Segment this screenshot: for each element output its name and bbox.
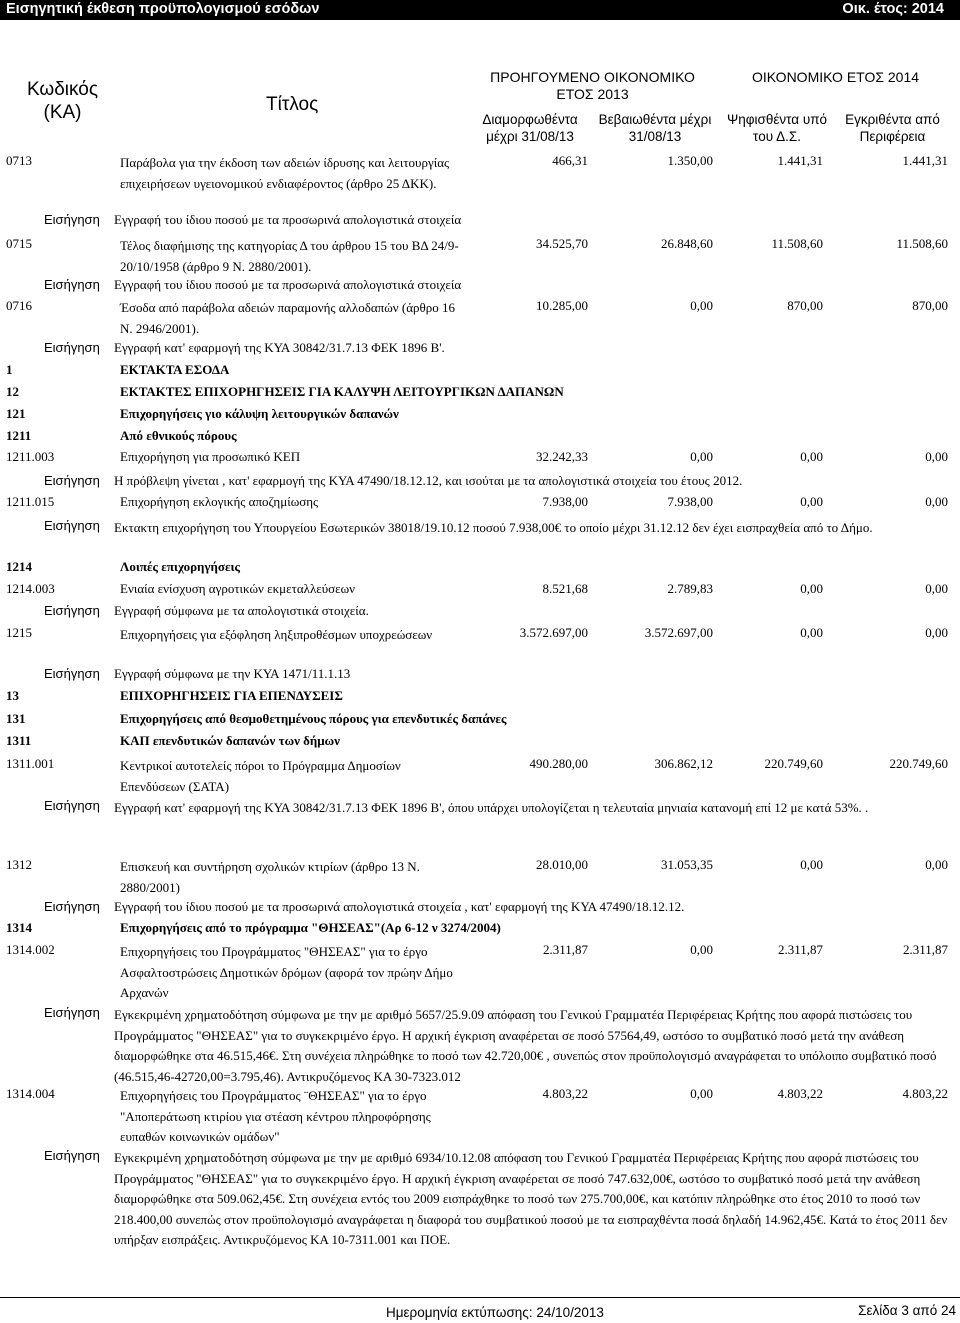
value-approved: 11.508,60 — [896, 236, 948, 251]
insert-label: Εισήγηση — [44, 340, 100, 355]
insert-label: Εισήγηση — [44, 1148, 100, 1163]
row-code: 0715 — [6, 236, 32, 251]
value-voted: 4.803,22 — [777, 1086, 823, 1101]
value-voted: 0,00 — [800, 494, 823, 509]
header-col-voted: Ψηφισθέντα υπό του Δ.Σ. — [726, 112, 828, 144]
header-col-confirmed: Βεβαιωθέντα μέχρι 31/08/13 — [598, 112, 712, 144]
row-title: Επιχορήγηση για προσωπικό ΚΕΠ — [120, 449, 301, 464]
insert-note: Εγγραφή του ίδιου ποσού με τα προσωρινά απολογιστικά στοιχεία — [114, 277, 462, 292]
value-confirmed: 2.789,83 — [667, 581, 713, 596]
row-title: Κεντρικοί αυτοτελείς πόροι το Πρόγραμμα Δημοσίων Επενδύσεων (ΣΑΤΑ) — [120, 758, 401, 794]
header-col-formed: Διαμορφωθέντα μέχρι 31/08/13 — [482, 112, 578, 144]
value-confirmed: 0,00 — [690, 449, 713, 464]
value-formed: 3.572.697,00 — [519, 625, 588, 640]
value-voted: 220.749,60 — [764, 756, 823, 771]
section-title: ΕΚΤΑΚΤΑ ΕΣΟΔΑ — [120, 362, 230, 377]
value-approved: 0,00 — [925, 494, 948, 509]
row-title: Ενιαία ενίσχυση αγροτικών εκμεταλλεύσεων — [120, 581, 356, 596]
row-code: 1215 — [6, 625, 32, 640]
value-confirmed: 0,00 — [690, 1086, 713, 1101]
row-code: 1314.004 — [6, 1086, 55, 1101]
section-title: ΕΠΙΧΟΡΗΓΗΣΕΙΣ ΓΙΑ ΕΠΕΝΔΥΣΕΙΣ — [120, 688, 343, 703]
row-title: Τέλος διαφήμισης της κατηγορίας Δ του άρθρου 15 του ΒΔ 24/9-20/10/1958 (άρθρο 9 Ν. 2880/2001). — [120, 238, 459, 274]
row-code: 12 — [6, 384, 19, 399]
section-title: ΚΑΠ επενδυτικών δαπανών των δήμων — [120, 733, 340, 748]
section-title: Από εθνικούς πόρους — [120, 428, 237, 443]
insert-label: Εισήγηση — [44, 473, 100, 488]
value-approved: 2.311,87 — [902, 942, 948, 957]
value-approved: 0,00 — [925, 581, 948, 596]
value-formed: 4.803,22 — [542, 1086, 588, 1101]
value-confirmed: 0,00 — [690, 298, 713, 313]
value-confirmed: 3.572.697,00 — [644, 625, 713, 640]
value-approved: 0,00 — [925, 857, 948, 872]
row-title: Παράβολα για την έκδοση των αδειών ίδρυσης και λειτουργίας επιχειρήσεων υγειονομικού ενδιαφέροντος (άρθρο 25 ΔΚΚ). — [120, 155, 450, 191]
row-title: Επιχορηγήσεις για εξόφληση ληξιπροθέσμων υποχρεώσεων — [120, 627, 433, 642]
value-formed: 466,31 — [552, 153, 588, 168]
page-footer — [0, 1297, 960, 1320]
insert-note: Εγγραφή κατ' εφαρμογή της ΚΥΑ 30842/31.7.13 ΦΕΚ 1896 Β', όπου υπάρχει υπολογίζεται η τελευταία μηνιαία κατανομή επί 12 με κατά 53%. . — [114, 800, 869, 815]
insert-note: Εγγραφή του ίδιου ποσού με τα προσωρινά απολογιστικά στοιχεία , κατ' εφαρμογή της ΚΥΑ 47490/18.12.12. — [114, 899, 685, 914]
row-code: 1214.003 — [6, 581, 55, 596]
insert-note: Εκτακτη επιχορήγηση του Υπουργείου Εσωτερικών 38018/19.10.12 ποσού 7.938,00€ το οποίο μέχρι 31.12.12 δεν έχει εισπραχθεία από το Δήμο. — [114, 520, 873, 535]
report-title: Εισηγητική έκθεση προϋπολογισμού εσόδων — [6, 1, 320, 17]
row-code: 1214 — [6, 559, 32, 574]
insert-label: Εισήγηση — [44, 798, 100, 813]
row-title: Επισκευή και συντήρηση σχολικών κτιρίων (άρθρο 13 Ν. 2880/2001) — [120, 859, 420, 895]
section-title: ΕΚΤΑΚΤΕΣ ΕΠΙΧΟΡΗΓΗΣΕΙΣ ΓΙΑ ΚΑΛΥΨΗ ΛΕΙΤΟΥΡΓΙΚΩΝ ΔΑΠΑΝΩΝ — [120, 384, 564, 399]
insert-label: Εισήγηση — [44, 212, 100, 227]
row-code: 131 — [6, 711, 26, 726]
insert-note: Η πρόβλεψη γίνεται , κατ' εφαρμογή της ΚΥΑ 47490/18.12.12, και ισούται με τα απολογιστικά στοιχεία του έτους 2012. — [114, 473, 743, 488]
row-code: 0716 — [6, 298, 32, 313]
report-header-bar — [0, 0, 960, 20]
value-confirmed: 0,00 — [690, 942, 713, 957]
row-title: Έσοδα από παράβολα αδειών παραμονής αλλοδαπών (άρθρο 16 Ν. 2946/2001). — [120, 300, 455, 336]
value-formed: 490.280,00 — [529, 756, 588, 771]
value-voted: 0,00 — [800, 625, 823, 640]
insert-label: Εισήγηση — [44, 666, 100, 681]
insert-note: Εγγραφή κατ' εφαρμογή της ΚΥΑ 30842/31.7.13 ΦΕΚ 1896 Β'. — [114, 340, 445, 355]
value-confirmed: 31.053,35 — [661, 857, 713, 872]
row-title: Επιχορηγήσεις του Προγράμματος ¨ΘΗΣΕΑΣ" για το έργο "Αποπεράτωση κτιρίου για στέαση κέντρου πληροφόρησης ευπαθών κοινωνικών ομάδων" — [120, 1088, 431, 1144]
value-approved: 4.803,22 — [902, 1086, 948, 1101]
row-code: 1211.003 — [6, 449, 55, 464]
row-code: 1314.002 — [6, 942, 55, 957]
insert-note: Εγγραφή σύμφωνα με την ΚΥΑ 1471/11.1.13 — [114, 666, 351, 681]
row-code: 1211.015 — [6, 494, 55, 509]
value-formed: 32.242,33 — [536, 449, 588, 464]
value-confirmed: 1.350,00 — [667, 153, 713, 168]
section-title: Λοιπές επιχορηγήσεις — [120, 559, 241, 574]
value-confirmed: 26.848,60 — [661, 236, 713, 251]
value-formed: 7.938,00 — [542, 494, 588, 509]
insert-note: Εγκεκριμένη χρηματοδότηση σύμφωνα με την με αριθμό 5657/25.9.09 απόφαση του Γενικού Γραμματέα Περιφέρειας Κρήτης που αφορά πιστώσεις του Προγράμματος "ΘΗΣΕΑΣ" για το συγκεκριμένο έργο. Η αρχική έγκριση αναφέρεται σε ποσό 57564,49, ωστόσο το συμβατικό ποσό μετά την ανάθεση διαμορφώθηκε στα 46.515,46€. Στη συνέχεια πληρώθηκε το ποσό των 42.720,00€ , συνεπώς στον προϋπολογισμό αναγράφεται το υπόλοιπο συμβατικό ποσό (46.515,46-42720,00=3.795,46). Αντικρυζόμενος ΚΑ 30-7323.012 — [114, 1007, 937, 1084]
row-code: 1312 — [6, 857, 32, 872]
row-code: 121 — [6, 406, 26, 421]
row-code: 13 — [6, 688, 19, 703]
value-formed: 34.525,70 — [536, 236, 588, 251]
insert-label: Εισήγηση — [44, 899, 100, 914]
section-title: Επιχορηγήσεις από το πρόγραμμα "ΘΗΣΕΑΣ"(Αρ 6-12 ν 3274/2004) — [120, 920, 501, 935]
value-formed: 2.311,87 — [542, 942, 588, 957]
header-cur-year: ΟΙΚΟΝΟΜΙΚΟ ΕΤΟΣ 2014 — [752, 69, 920, 85]
value-voted: 870,00 — [787, 298, 823, 313]
page-number: Σελίδα 3 από 24 — [858, 1303, 956, 1318]
header-code: Κωδικός (ΚΑ) — [26, 79, 99, 123]
section-title: Επιχορηγήσεις από θεσμοθετημένους πόρους για επενδυτικές δαπάνες — [120, 711, 507, 726]
row-code: 1211 — [6, 428, 32, 443]
value-formed: 28.010,00 — [536, 857, 588, 872]
print-date: Ημερομηνία εκτύπωσης: 24/10/2013 — [386, 1305, 604, 1320]
value-confirmed: 306.862,12 — [654, 756, 713, 771]
value-formed: 10.285,00 — [536, 298, 588, 313]
value-approved: 1.441,31 — [902, 153, 948, 168]
insert-label: Εισήγηση — [44, 603, 100, 618]
insert-label: Εισήγηση — [44, 518, 100, 533]
value-voted: 0,00 — [800, 449, 823, 464]
value-voted: 0,00 — [800, 857, 823, 872]
insert-label: Εισήγηση — [44, 1005, 100, 1020]
header-prev-year: ΠΡΟΗΓΟΥΜΕΝΟ ΟΙΚΟΝΟΜΙΚΟ ΕΤΟΣ 2013 — [490, 69, 695, 102]
row-code: 1311 — [6, 733, 32, 748]
value-voted: 1.441,31 — [777, 153, 823, 168]
value-approved: 0,00 — [925, 625, 948, 640]
insert-note: Εγκεκριμένη χρηματοδότηση σύμφωνα με την με αριθμό 6934/10.12.08 απόφαση του Γενικού Γραμματέα Περιφέρειας Κρήτης που αφορά πιστώσεις του Προγράμματος "ΘΗΣΕΑΣ" για το συγκεκριμένο έργο. Η αρχική έγκριση αναφέρεται σε ποσό 747.632,00€, ωστόσο το συμβατικό ποσό μετά την ανάθεση διαμορφώθηκε στα 509.062,45€. Στη συνέχεια εντός του 2009 εισπράχθηκε το ποσό των 275.700,00€, και κατόπιν πληρώθηκε στο έτος 2010 το ποσό των 218.400,00 συνεπώς στον προϋπολογισμό αναγράφεται η διαφορά του συμβατικού ποσού με τα εισπραχθέντα ποσά δηλαδή 14.962,45€. Κατά το έτος 2011 δεν υπήρξαν εισπράξεις. Αντικρυζόμενος ΚΑ 10-7311.001 και ΠΟΕ. — [114, 1150, 948, 1247]
row-title: Επιχορήγηση εκλογικής αποζημίωσης — [120, 494, 319, 509]
row-code: 1 — [6, 362, 13, 377]
insert-note: Εγγραφή του ίδιου ποσού με τα προσωρινά απολογιστικά στοιχεία — [114, 212, 462, 227]
value-voted: 11.508,60 — [771, 236, 823, 251]
value-approved: 220.749,60 — [889, 756, 948, 771]
fiscal-year: Οικ. έτος: 2014 — [842, 1, 944, 17]
section-title: Επιχορηγήσεις γιο κάλυψη λειτουργικών δαπανών — [120, 406, 399, 421]
value-formed: 8.521,68 — [542, 581, 588, 596]
insert-label: Εισήγηση — [44, 277, 100, 292]
value-voted: 0,00 — [800, 581, 823, 596]
header-title: Τίτλος — [266, 94, 319, 115]
value-voted: 2.311,87 — [777, 942, 823, 957]
row-code: 1311.001 — [6, 756, 55, 771]
value-approved: 0,00 — [925, 449, 948, 464]
header-col-approved: Εγκριθέντα από Περιφέρεια — [845, 112, 940, 144]
row-code: 1314 — [6, 920, 32, 935]
row-title: Επιχορηγήσεις του Προγράμματος "ΘΗΣΕΑΣ" για το έργο Ασφαλτοστρώσεις Δημοτικών δρόμων (αφορά τον πρώην Δήμο Αρχανών — [120, 944, 453, 1000]
insert-note: Εγγραφή σύμφωνα με τα απολογιστικά στοιχεία. — [114, 603, 369, 618]
value-confirmed: 7.938,00 — [667, 494, 713, 509]
row-code: 0713 — [6, 153, 32, 168]
value-approved: 870,00 — [912, 298, 948, 313]
